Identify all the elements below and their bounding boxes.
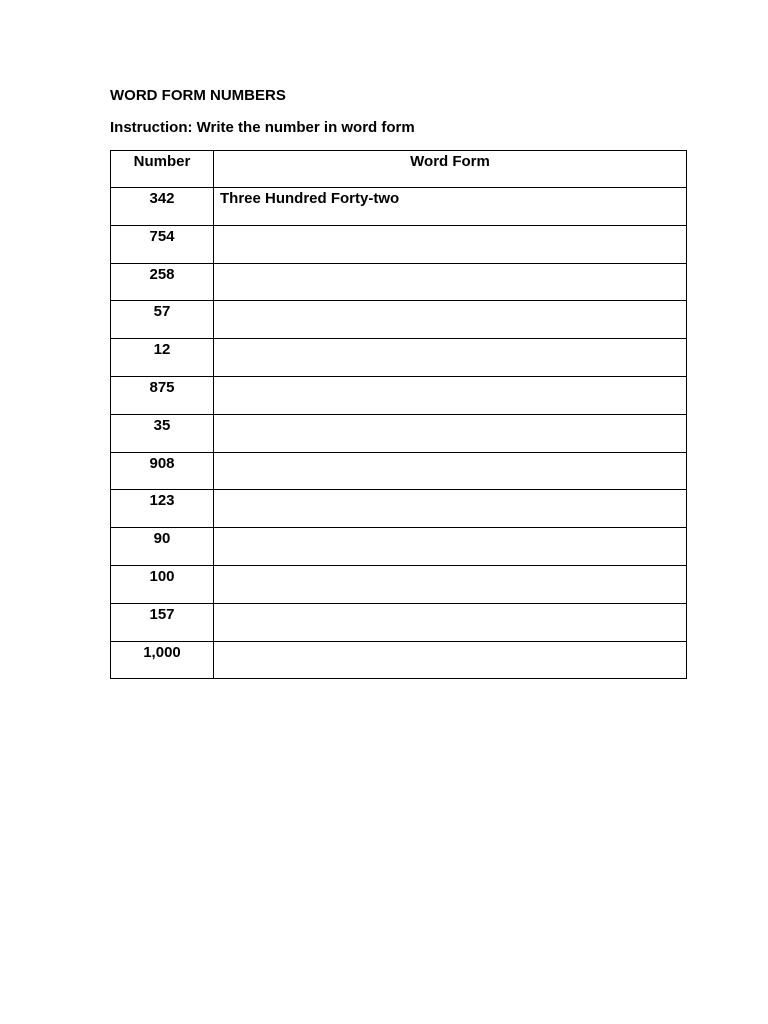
word-form-cell[interactable]: Three Hundred Forty-two xyxy=(214,188,687,226)
table-header-row xyxy=(111,151,687,188)
word-form-cell[interactable] xyxy=(214,263,687,301)
word-form-cell[interactable] xyxy=(214,565,687,603)
word-form-column-header: Word Form xyxy=(214,151,687,188)
number-cell: 1,000 xyxy=(111,641,214,679)
number-cell: 12 xyxy=(111,339,214,377)
word-form-cell[interactable] xyxy=(214,490,687,528)
table-row xyxy=(111,376,687,414)
number-cell: 100 xyxy=(111,565,214,603)
number-cell: 258 xyxy=(111,263,214,301)
word-form-cell[interactable] xyxy=(214,528,687,566)
word-form-cell[interactable] xyxy=(214,376,687,414)
number-cell: 57 xyxy=(111,301,214,339)
word-form-cell[interactable] xyxy=(214,225,687,263)
table-row xyxy=(111,641,687,679)
table-row xyxy=(111,188,687,226)
table-row xyxy=(111,225,687,263)
number-cell: 754 xyxy=(111,225,214,263)
table-body xyxy=(111,188,687,679)
number-cell: 908 xyxy=(111,452,214,490)
table-row xyxy=(111,490,687,528)
instruction-text: Instruction: Write the number in word form xyxy=(110,119,415,136)
table-row xyxy=(111,414,687,452)
number-cell: 35 xyxy=(111,414,214,452)
word-form-cell[interactable] xyxy=(214,641,687,679)
number-cell: 90 xyxy=(111,528,214,566)
word-form-cell[interactable] xyxy=(214,414,687,452)
number-cell: 123 xyxy=(111,490,214,528)
word-form-cell[interactable] xyxy=(214,339,687,377)
table-row xyxy=(111,528,687,566)
number-column-header: Number xyxy=(111,151,214,188)
table-row xyxy=(111,603,687,641)
table-row xyxy=(111,452,687,490)
table-row xyxy=(111,301,687,339)
word-form-table xyxy=(110,150,687,679)
document-title: WORD FORM NUMBERS xyxy=(110,87,286,104)
table-row xyxy=(111,339,687,377)
number-cell: 875 xyxy=(111,376,214,414)
number-cell: 157 xyxy=(111,603,214,641)
table-row xyxy=(111,565,687,603)
word-form-cell[interactable] xyxy=(214,603,687,641)
number-cell: 342 xyxy=(111,188,214,226)
word-form-cell[interactable] xyxy=(214,301,687,339)
table-row xyxy=(111,263,687,301)
word-form-cell[interactable] xyxy=(214,452,687,490)
